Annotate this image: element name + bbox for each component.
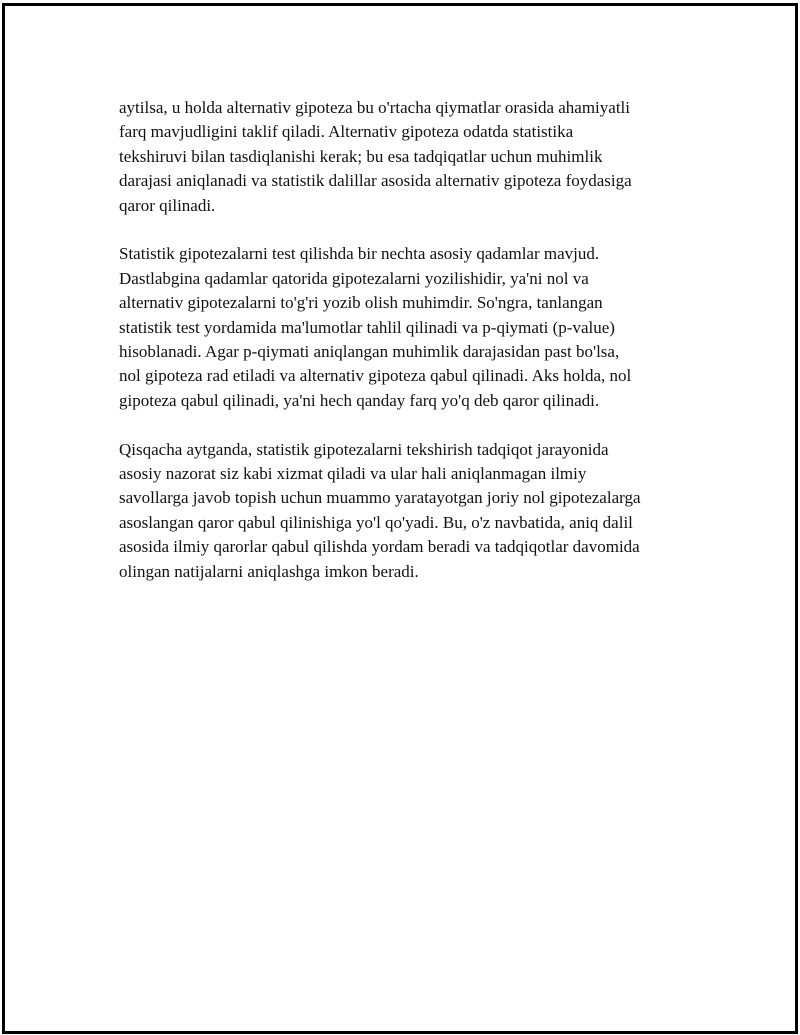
text-line: Qisqacha aytganda, statistik gipotezalarni tekshirish tadqiqot jarayonida [119,439,609,459]
text-line: statistik test yordamida ma'lumotlar tahlil qilinadi va p-qiymati (p-value) [119,317,615,337]
text-line: asosiy nazorat siz kabi xizmat qiladi va ular hali aniqlanmagan ilmiy [119,464,587,484]
paragraph-2 [119,242,697,413]
text-line: darajasi aniqlanadi va statistik dalillar asosida alternativ gipoteza foydasiga [119,171,632,191]
text-line: farq mavjudligini taklif qiladi. Alternativ gipoteza odatda statistika [119,122,574,142]
document-page [2,3,798,1034]
text-line: qaror qilinadi. [119,195,216,215]
text-line: aytilsa, u holda alternativ gipoteza bu o'rtacha qiymatlar orasida ahamiyatli [119,98,630,117]
text-line: asoslangan qaror qabul qilinishiga yo'l qo'yadi. Bu, o'z navbatida, aniq dalil [119,512,633,532]
text-line: olingan natijalarni aniqlashga imkon beradi. [119,561,419,581]
text-line: savollarga javob topish uchun muammo yaratayotgan joriy nol gipotezalarga [119,488,641,508]
text-line: asosida ilmiy qarorlar qabul qilishda yordam beradi va tadqiqotlar davomida [119,537,640,557]
document-body [119,96,697,608]
text-line: Statistik gipotezalarni test qilishda bir nechta asosiy qadamlar mavjud. [119,244,600,264]
text-line: Dastlabgina qadamlar qatorida gipotezalarni yozilishidir, ya'ni nol va [119,268,589,288]
paragraph-3 [119,438,697,584]
paragraph-1 [119,96,697,218]
text-line: nol gipoteza rad etiladi va alternativ gipoteza qabul qilinadi. Aks holda, nol [119,366,632,386]
text-line: alternativ gipotezalarni to'g'ri yozib olish muhimdir. So'ngra, tanlangan [119,293,603,313]
text-line: gipoteza qabul qilinadi, ya'ni hech qanday farq yo'q deb qaror qilinadi. [119,390,600,410]
text-line: tekshiruvi bilan tasdiqlanishi kerak; bu esa tadqiqatlar uchun muhimlik [119,146,603,166]
text-line: hisoblanadi. Agar p-qiymati aniqlangan muhimlik darajasidan past bo'lsa, [119,342,620,362]
